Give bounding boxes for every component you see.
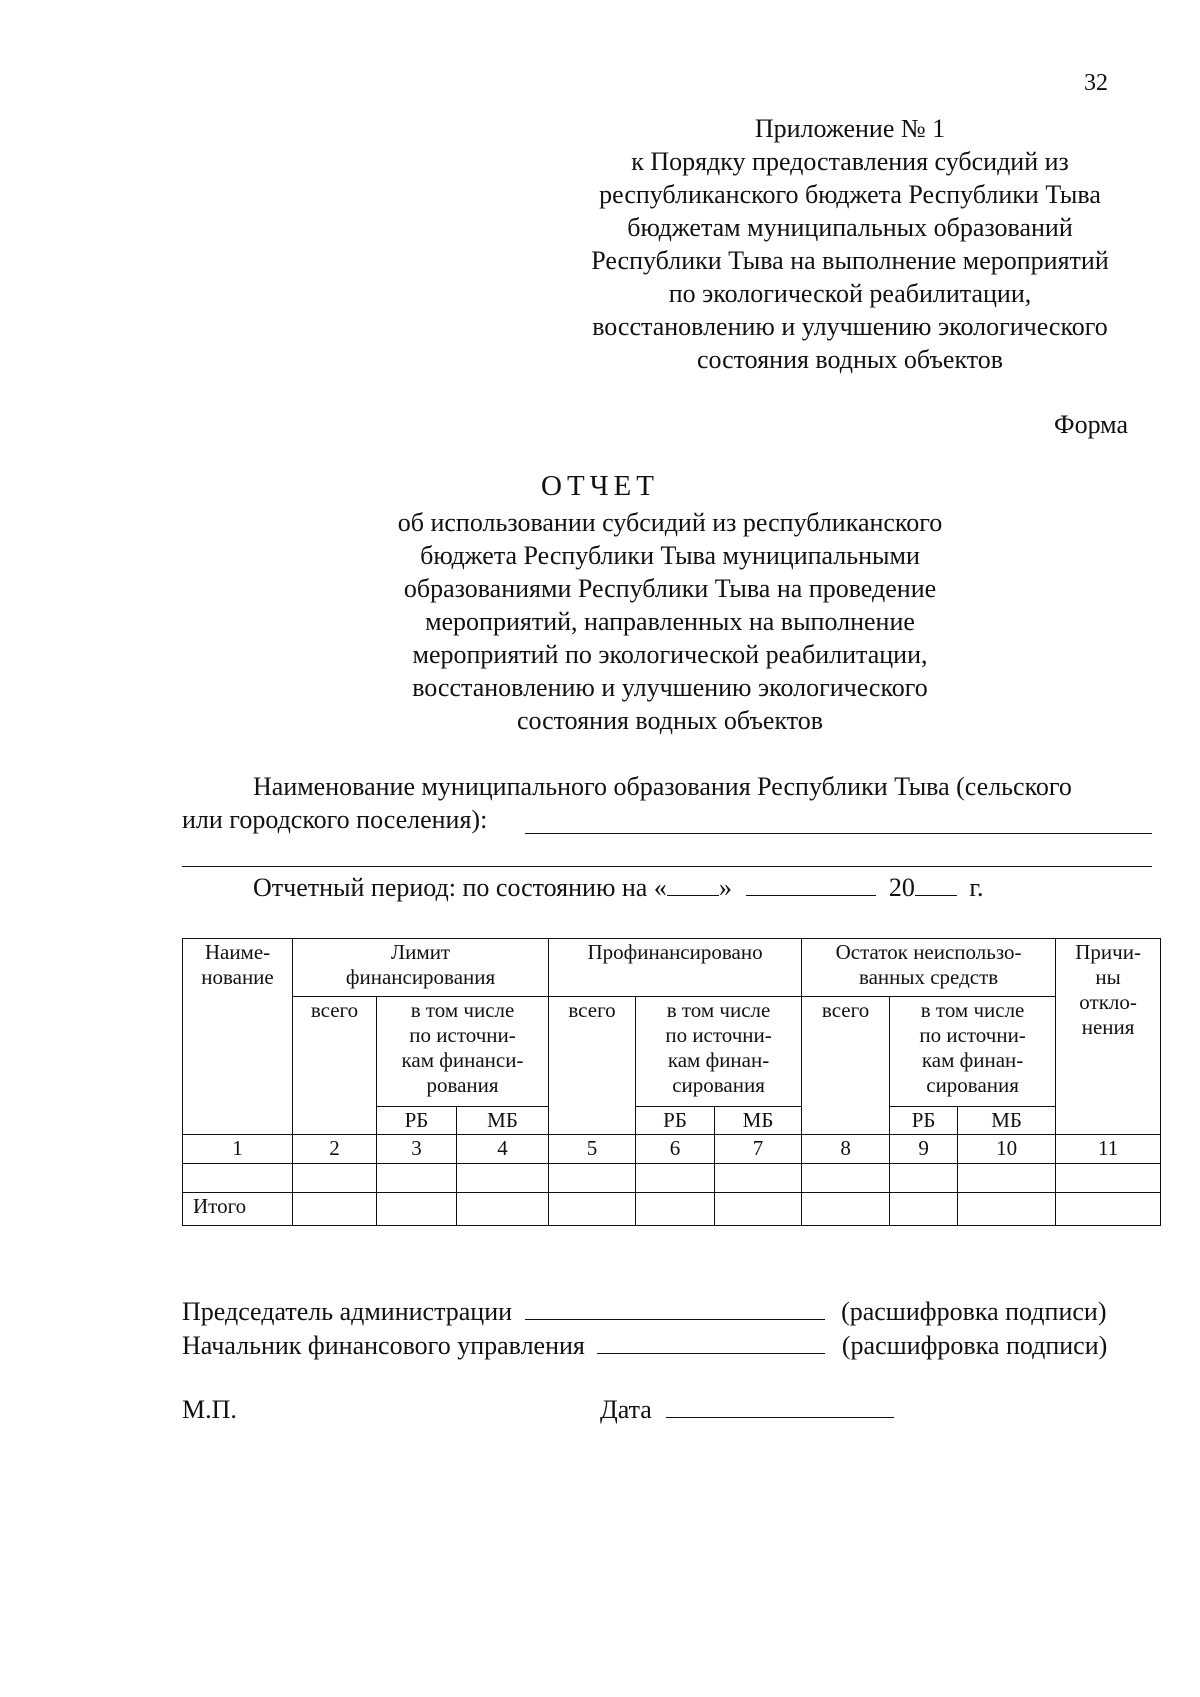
header-remainder-sources: в том числе по источни- кам финан- сирования: [890, 997, 1056, 1107]
chairman-label: Председатель администрации: [182, 1297, 513, 1326]
header-rb: РБ: [890, 1107, 958, 1135]
header-financed: Профинансировано: [549, 939, 802, 997]
stamp-label: М.П.: [182, 1395, 237, 1424]
header-remainder-total: всего: [802, 997, 890, 1135]
column-number: 4: [457, 1135, 549, 1164]
total-row: [183, 1193, 1161, 1226]
appendix-header: [560, 112, 1140, 376]
date-label: Дата: [600, 1395, 652, 1424]
column-number: 10: [958, 1135, 1056, 1164]
table-cell[interactable]: [958, 1193, 1056, 1226]
table-cell[interactable]: [457, 1193, 549, 1226]
finance-head-signature: [182, 1331, 1107, 1361]
table-cell[interactable]: [715, 1164, 802, 1193]
report-subtitle: [330, 506, 1010, 737]
subtitle-line: бюджета Республики Тыва муниципальными: [420, 541, 920, 570]
subtitle-line: образованиями Республики Тыва на проведение: [403, 574, 937, 603]
header-mb: МБ: [715, 1107, 802, 1135]
column-number: 9: [890, 1135, 958, 1164]
header-name: Наиме- нование: [183, 939, 293, 1135]
date-field[interactable]: [666, 1395, 894, 1418]
header-financed-total: всего: [549, 997, 636, 1135]
reporting-period: [253, 873, 984, 903]
table-cell[interactable]: [549, 1193, 636, 1226]
column-number: 1: [183, 1135, 293, 1164]
municipality-label-line1: Наименование муниципального образования Республики Тыва (сельского: [253, 772, 1072, 801]
report-table: [182, 938, 1161, 1226]
table-cell[interactable]: [293, 1193, 377, 1226]
table-cell[interactable]: [293, 1164, 377, 1193]
table-cell[interactable]: [1056, 1164, 1161, 1193]
table-row: [183, 1164, 1161, 1193]
header-rb: РБ: [636, 1107, 715, 1135]
column-number: 6: [636, 1135, 715, 1164]
municipality-name-field-continuation[interactable]: [182, 866, 1152, 867]
table-cell[interactable]: [636, 1193, 715, 1226]
period-year-field[interactable]: [915, 873, 957, 896]
chairman-decoding: (расшифровка подписи): [841, 1297, 1107, 1326]
header-mb: МБ: [457, 1107, 549, 1135]
column-number: 8: [802, 1135, 890, 1164]
table-cell[interactable]: [457, 1164, 549, 1193]
page-number: 32: [1084, 70, 1108, 96]
header-remainder: Остаток неиспользо- ванных средств: [802, 939, 1056, 997]
appendix-line: республиканского бюджета Республики Тыва: [599, 180, 1101, 209]
period-year-prefix: 20: [888, 873, 915, 902]
table-cell[interactable]: [890, 1193, 958, 1226]
municipality-label-line2: или городского поселения):: [182, 805, 488, 834]
date-signature: [600, 1395, 894, 1425]
chairman-signature-field[interactable]: [525, 1297, 825, 1320]
period-label: Отчетный период: по состоянию на «: [253, 873, 667, 902]
table-cell[interactable]: [802, 1193, 890, 1226]
finance-head-decoding: (расшифровка подписи): [841, 1331, 1108, 1360]
header-limit-sources: в том числе по источни- кам финанси- рования: [377, 997, 549, 1107]
column-number: 2: [293, 1135, 377, 1164]
header-reasons: Причи- ны откло- нения: [1056, 939, 1161, 1135]
table-cell[interactable]: [636, 1164, 715, 1193]
header-limit-total: всего: [293, 997, 377, 1135]
period-quote-close: »: [718, 873, 732, 902]
table-cell[interactable]: [802, 1164, 890, 1193]
municipality-name-field[interactable]: [525, 833, 1152, 834]
appendix-line: восстановлению и улучшению экологического: [592, 312, 1108, 341]
subtitle-line: мероприятий по экологической реабилитации,: [412, 640, 928, 669]
subtitle-line: об использовании субсидий из республиканского: [397, 508, 943, 537]
appendix-line: бюджетам муниципальных образований: [627, 213, 1073, 242]
column-number: 3: [377, 1135, 457, 1164]
subtitle-line: мероприятий, направленных на выполнение: [425, 607, 915, 636]
subtitle-line: восстановлению и улучшению экологического: [412, 673, 928, 702]
table-cell[interactable]: [377, 1164, 457, 1193]
total-row-label: Итого: [183, 1193, 293, 1226]
header-rb: РБ: [377, 1107, 457, 1135]
chairman-signature: [182, 1297, 1106, 1327]
period-day-field[interactable]: [667, 873, 719, 896]
table-cell[interactable]: [549, 1164, 636, 1193]
appendix-line: состояния водных объектов: [696, 345, 1004, 374]
table-cell[interactable]: [958, 1164, 1056, 1193]
period-year-suffix: г.: [969, 873, 984, 902]
finance-head-label: Начальник финансового управления: [182, 1331, 585, 1360]
appendix-line: Республики Тыва на выполнение мероприятий: [591, 246, 1109, 275]
table-cell[interactable]: [183, 1164, 293, 1193]
appendix-line: по экологической реабилитации,: [668, 279, 1032, 308]
column-number: 5: [549, 1135, 636, 1164]
finance-head-signature-field[interactable]: [597, 1331, 825, 1354]
header-financed-sources: в том числе по источни- кам финан- сирования: [636, 997, 802, 1107]
appendix-line: к Порядку предоставления субсидий из: [631, 147, 1069, 176]
column-number: 7: [715, 1135, 802, 1164]
table-cell[interactable]: [890, 1164, 958, 1193]
appendix-line: Приложение № 1: [754, 114, 946, 143]
table-cell[interactable]: [1056, 1193, 1161, 1226]
report-title: ОТЧЕТ: [541, 470, 659, 502]
header-limit: Лимит финансирования: [293, 939, 549, 997]
period-month-field[interactable]: [746, 873, 876, 896]
column-number: 11: [1056, 1135, 1161, 1164]
table-cell[interactable]: [377, 1193, 457, 1226]
subtitle-line: состояния водных объектов: [516, 706, 824, 735]
table-cell[interactable]: [715, 1193, 802, 1226]
header-mb: МБ: [958, 1107, 1056, 1135]
form-label: Форма: [1054, 410, 1128, 439]
